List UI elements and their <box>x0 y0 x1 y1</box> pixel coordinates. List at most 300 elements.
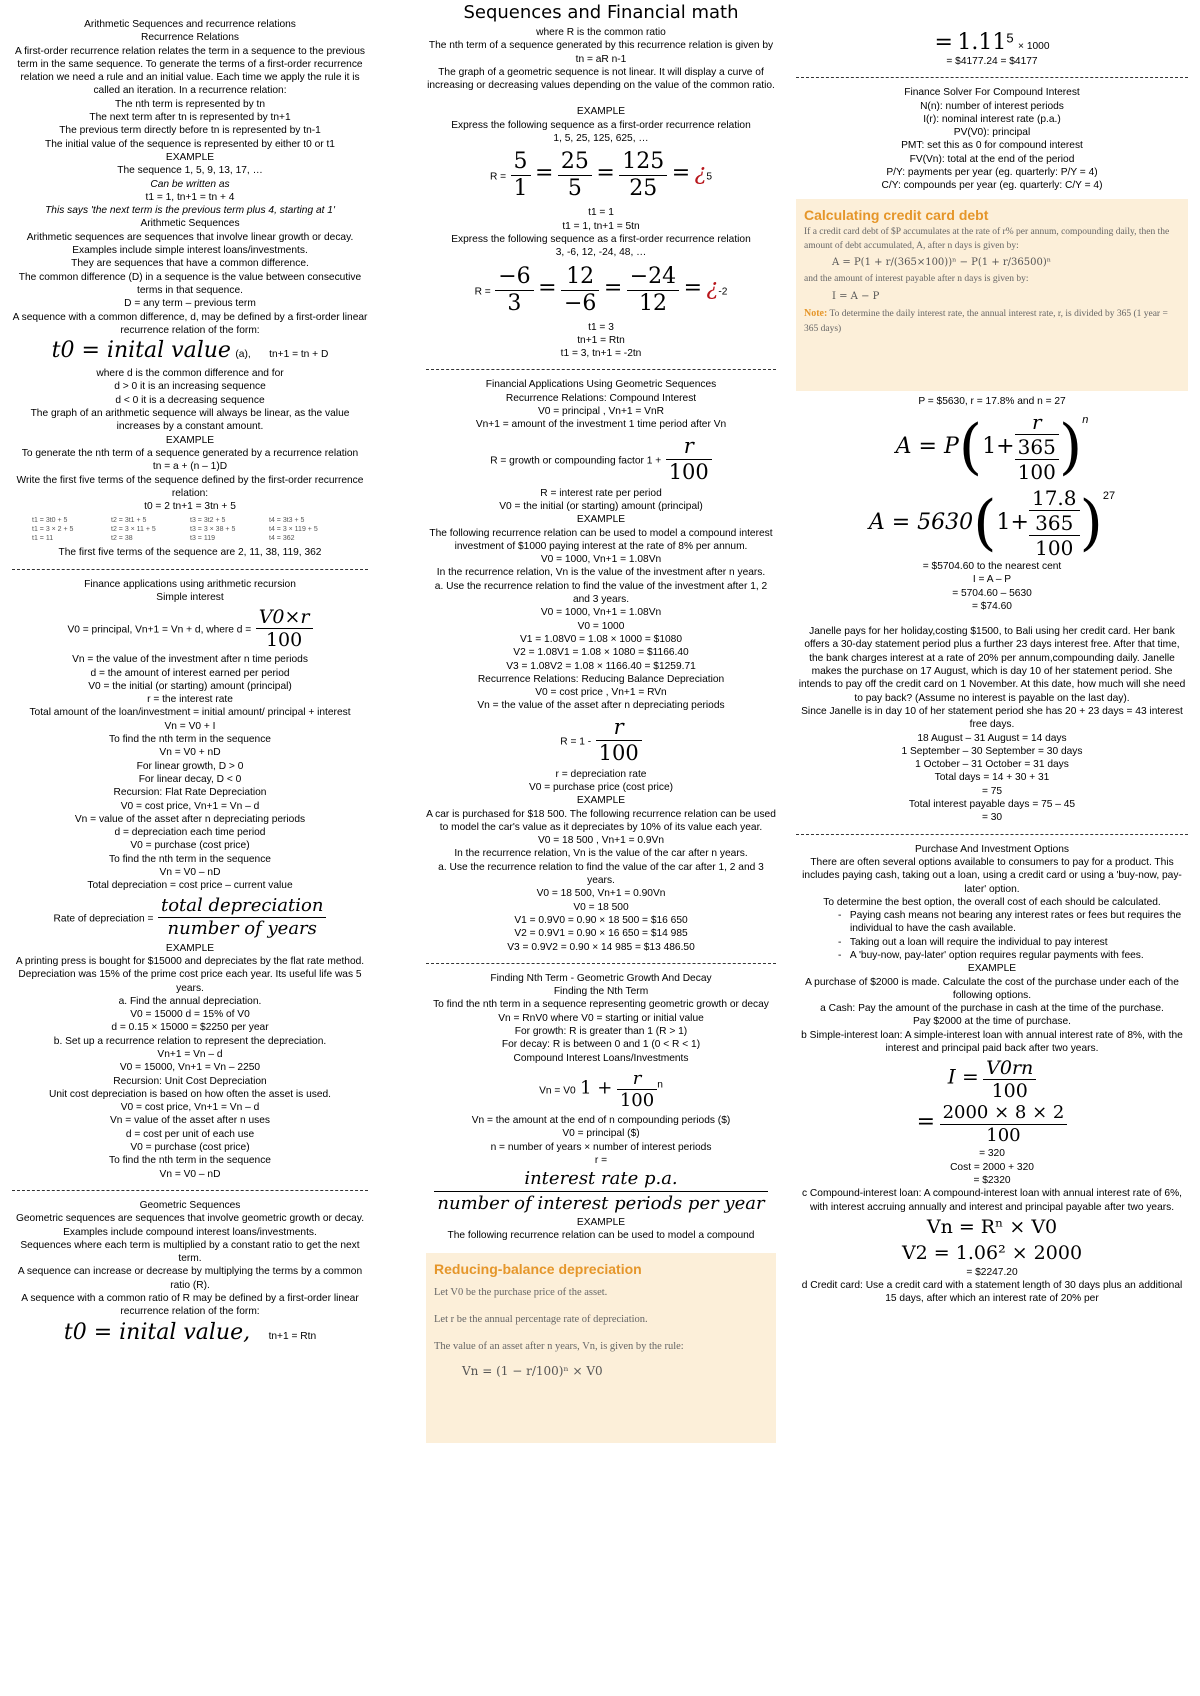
text-line: Vn = the amount at the end of n compounding periods ($) <box>471 1114 731 1126</box>
equals-sign: = <box>535 161 554 187</box>
text-line: For linear decay, D < 0 <box>138 773 242 785</box>
paragraph: The graph of an arithmetic sequence will always be linear, as the value increases by a constant amount. <box>30 408 350 433</box>
paragraph: A printing press is bought for $15000 and depreciates by the flat rate method. Depreciation was 15% of the prime cost price each year. Its useful life was 5 years. <box>15 955 365 994</box>
text-line: I(r): nominal interest rate (p.a.) <box>923 113 1061 125</box>
text-line: Pay $2000 at the time of purchase. <box>912 1016 1071 1028</box>
text-line: t0 = 2 tn+1 = 3tn + 5 <box>144 501 236 513</box>
denominator: 3 <box>507 290 522 316</box>
denominator: 365 <box>1017 434 1056 459</box>
text-line: d > 0 it is an increasing sequence <box>114 381 266 393</box>
text-line: Vn = the value of the asset after n depreciating periods <box>477 700 725 712</box>
numerator: r <box>617 1068 657 1090</box>
text-line: a. Use the recurrence relation to find the value of the car after 1, 2 and 3 years. <box>438 861 764 887</box>
numerator: −24 <box>627 264 679 291</box>
denominator: 5 <box>567 176 582 202</box>
numerator: interest rate p.a. <box>434 1167 767 1192</box>
section-subtitle: Arithmetic Sequences <box>140 218 240 230</box>
denominator: 365 <box>1035 510 1074 535</box>
fraction <box>619 149 667 202</box>
credit-formula-specific <box>796 486 1188 560</box>
numerator: total depreciation <box>158 895 326 918</box>
column-1 <box>12 0 368 1696</box>
text-line: D = any term – previous term <box>124 298 256 310</box>
numerator: 5 <box>511 149 531 176</box>
text-line: = 30 <box>981 812 1003 824</box>
text-line: To find the nth term in the sequence <box>109 853 271 865</box>
text-line: FV(Vn): total at the end of the period <box>909 153 1075 165</box>
text-line: V0 = 18 500 , Vn+1 = 0.9Vn <box>537 835 665 847</box>
text-line: Can be written as <box>150 178 230 190</box>
fraction <box>983 1057 1036 1102</box>
fraction <box>627 264 679 317</box>
denominator: 25 <box>629 176 658 202</box>
equals-sign: = <box>934 30 953 55</box>
paragraph: Sequences where each term is multiplied by a constant ratio to get the next term. <box>20 1239 360 1265</box>
text-line: R = interest rate per period <box>540 487 662 499</box>
text-line: Vn = V0 – nD <box>159 1168 221 1180</box>
text-line: C/Y: compounds per year (eg. quarterly: C/Y = 4) <box>881 180 1103 192</box>
section-title: Finding Nth Term - Geometric Growth And Decay <box>490 972 712 984</box>
numerator: −6 <box>495 264 533 291</box>
text-line: To generate the nth term of a sequence generated by a recurrence relation <box>21 447 359 459</box>
formula-ref: (a), <box>235 349 251 361</box>
text-line: V0 = cost price , Vn+1 = RVn <box>535 687 667 699</box>
formula <box>12 337 368 367</box>
paragraph: Geometric sequences are sequences that involve geometric growth or decay. Examples include compound interest loans/investments. <box>15 1213 365 1238</box>
fraction <box>596 715 642 766</box>
text-line: This says 'the next term is the previous term plus 4, starting at 1' <box>45 205 335 217</box>
table-cell: t1 = 11 <box>32 535 54 543</box>
text-line: V2 = 1.08V1 = 1.08 × 1080 = $1166.40 <box>513 647 689 659</box>
formula <box>426 715 776 766</box>
text-line: = 5704.60 – 5630 <box>952 587 1032 599</box>
text-line: t1 = 1 <box>588 207 614 219</box>
denominator: 100 <box>1029 535 1080 560</box>
denominator: 100 <box>986 1125 1021 1147</box>
text-line: V0 = principal , Vn+1 = VnR <box>537 406 664 418</box>
formula-text: R = <box>474 286 491 298</box>
example-label: EXAMPLE <box>576 514 626 526</box>
denominator: 12 <box>638 290 667 316</box>
divider <box>796 834 1188 835</box>
table-cell: t4 = 3 × 119 + 5 <box>269 526 318 534</box>
text-line: = 320 <box>979 1148 1005 1160</box>
table-cell: t4 = 3t3 + 5 <box>269 517 305 525</box>
column-2 <box>426 0 776 1696</box>
text-line: where R is the common ratio <box>536 27 666 38</box>
text-line: N(n): number of interest periods <box>920 100 1064 112</box>
text-line: a. Find the annual depreciation. <box>118 995 262 1007</box>
example-label: EXAMPLE <box>165 151 215 163</box>
text-line: t1 = 3, tn+1 = -2tn <box>560 348 642 360</box>
text-line: V0 = the initial (or starting) amount (principal) <box>88 680 292 692</box>
box-formula: Vn = (1 − r/100)ⁿ × V0 <box>462 1363 603 1378</box>
table-cell: t3 = 119 <box>190 535 215 543</box>
divider <box>796 77 1188 78</box>
paren: ) <box>1058 411 1083 482</box>
text-line: d < 0 it is a decreasing sequence <box>115 394 265 406</box>
text-line: tn = a + (n – 1)D <box>152 461 228 473</box>
text-line: V0 = 15000 d = 15% of V0 <box>130 1009 250 1021</box>
equals-sign: = <box>671 161 691 187</box>
formula: Vn = Rⁿ × V0 <box>926 1215 1058 1238</box>
paragraph: A first-order recurrence relation relates the term in a sequence to the previous term in the same sequence. To generate the terms of a first-order recurrence relation we need a rule and an initial value. Each time we apply the rule it is called an iteration. In a recurrence relation: <box>15 45 365 97</box>
box-note: To determine the daily interest rate, the annual interest rate, r, is divided by 365 (1 year = 365 days) <box>804 308 1168 334</box>
formula <box>796 1057 1188 1102</box>
table-cell: t2 = 38 <box>111 535 133 543</box>
section-title: Purchase And Investment Options <box>914 843 1070 855</box>
denominator: 100 <box>991 1080 1028 1103</box>
fraction <box>1029 486 1080 560</box>
text-line: Unit cost depreciation is based on how often the asset is used. <box>48 1088 332 1100</box>
text-line: Compound Interest Loans/Investments <box>513 1052 689 1064</box>
bullet-text: A 'buy-now, pay-later' option requires regular payments with fees. <box>849 949 1144 961</box>
bullet-icon: - <box>838 936 850 948</box>
text-line: 3, -6, 12, -24, 48, … <box>555 247 647 259</box>
formula <box>12 895 368 940</box>
formula-tail: tn+1 = tn + D <box>269 349 329 361</box>
numerator: 25 <box>558 149 592 176</box>
paragraph: A purchase of $2000 is made. Calculate the cost of the purchase under each of the following options. <box>805 976 1179 1001</box>
paragraph: a Cash: Pay the amount of the purchase in cash at the time of the purchase. <box>820 1003 1164 1015</box>
text-line: V0 = 15000, Vn+1 = Vn – 2250 <box>119 1062 261 1074</box>
text-line: V0 = 1000, Vn+1 = 1.08Vn <box>540 554 662 566</box>
text-line: Vn = V0 + nD <box>159 747 221 759</box>
exponent: n <box>1082 413 1089 426</box>
column-3 <box>796 0 1188 1696</box>
exponent: n <box>657 1079 663 1091</box>
box-note-label: Note: <box>804 307 828 319</box>
text-line: V0 = the initial (or starting) amount (principal) <box>499 500 703 512</box>
paragraph: To determine the best option, the overall cost of each should be calculated. <box>823 896 1161 908</box>
text-line: V0 = purchase (cost price) <box>130 840 250 852</box>
denominator: −6 <box>563 290 597 316</box>
fraction <box>434 1167 767 1216</box>
formula-base: 1.11 <box>957 30 1007 55</box>
divider <box>426 963 776 964</box>
section-title: Finance applications using arithmetic recursion <box>84 578 296 590</box>
text-line: In the recurrence relation, Vn is the value of the investment after n years. <box>436 567 766 579</box>
equals-sign: = <box>683 275 703 301</box>
bullet-text: Taking out a loan will require the individual to pay interest <box>849 936 1108 948</box>
box-line: Let V0 be the purchase price of the asset. <box>434 1286 608 1298</box>
ratio-formula <box>426 149 776 202</box>
text-line: V0 = principal ($) <box>562 1128 640 1140</box>
text-line: V0 = 1000, Vn+1 = 1.08Vn <box>540 607 662 619</box>
text-line: Vn = value of the asset after n depreciating periods <box>74 813 306 825</box>
formula <box>426 1068 776 1111</box>
fraction <box>561 264 599 317</box>
section-title: Arithmetic Sequences and recurrence relations <box>84 19 296 30</box>
paragraph: The common difference (D) in a sequence is the value between consecutive terms in that sequence. <box>18 271 362 296</box>
table-cell: t3 = 3 × 38 + 5 <box>190 526 236 534</box>
text-line: = $5704.60 to the nearest cent <box>922 560 1062 572</box>
formula-text: I = <box>947 1065 979 1090</box>
text-line: In the recurrence relation, Vn is the value of the car after n years. <box>454 848 748 860</box>
text-line: r = the interest rate <box>147 694 233 706</box>
paragraph: They are sequences that have a common difference. <box>71 258 309 270</box>
table-cell: t3 = 3t2 + 5 <box>190 517 226 525</box>
text-line: V0 = cost price, Vn+1 = Vn – d <box>120 800 260 812</box>
divider <box>12 569 368 570</box>
formula-text: Vn = V0 <box>539 1085 576 1097</box>
paragraph: There are often several options available to consumers to pay for a product. This includes paying cash, taking out a loan, using a credit card or using a 'buy-now, pay-later' option. <box>802 856 1182 895</box>
formula <box>426 434 776 485</box>
numerator: V0×r <box>256 606 313 629</box>
text-line: V3 = 1.08V2 = 1.08 × 1166.40 = $1259.71 <box>506 660 696 672</box>
formula-main: t0 = inital value, <box>63 1319 251 1345</box>
example-label: EXAMPLE <box>576 795 626 807</box>
text-line: Vn = the value of the investment after n time periods <box>72 654 308 666</box>
denominator: 100 <box>265 629 303 652</box>
paragraph: b Simple-interest loan: A simple-interest loan with annual interest rate of 8%, with the interest and principal paid back after two years. <box>801 1029 1183 1055</box>
box-line: If a credit card debt of $P accumulates at the rate of r% per annum, compounding daily, then the amount of debt accumulated, A, after n days is given by: <box>804 226 1170 251</box>
text-line: PV(V0): principal <box>953 127 1031 139</box>
text-line: Total depreciation = cost price – current value <box>87 880 293 892</box>
section-subtitle: Recurrence Relations: Compound Interest <box>505 392 697 404</box>
box-title: Reducing-balance depreciation <box>434 1260 642 1277</box>
page-title: Sequences and Financial math <box>463 2 739 23</box>
text-line: Vn = RnV0 where V0 = starting or initial value <box>498 1012 704 1024</box>
text-line: P/Y: payments per year (eg. quarterly: P/Y = 4) <box>886 167 1098 179</box>
paragraph: A sequence with a common ratio of R may be defined by a first-order linear recurrence relation of the form: <box>21 1293 359 1318</box>
paragraph: A car is purchased for $18 500. The following recurrence relation can be used to model the car's value as it depreciates by 10% of its value each year. <box>426 808 776 833</box>
denominator: 1 <box>513 176 528 202</box>
text-line: V0 = 18 500, Vn+1 = 0.90Vn <box>536 888 666 900</box>
numerator: 12 <box>561 264 599 291</box>
text-line: V0 = cost price, Vn+1 = Vn – d <box>120 1102 260 1114</box>
formula-main: t0 = inital value <box>51 338 231 364</box>
equals-sign: = <box>596 161 615 187</box>
text-line: Recursion: Flat Rate Depreciation <box>113 787 267 799</box>
bullet-icon: - <box>838 910 850 922</box>
example-label: EXAMPLE <box>576 106 626 118</box>
text-line: = $2320 <box>973 1174 1011 1186</box>
paragraph: Total amount of the loan/investment = initial amount/ principal + interest <box>29 707 351 719</box>
text-line: The nth term is represented by tn <box>114 98 266 110</box>
formula-text: × 1000 <box>1018 41 1050 52</box>
text-line: V3 = 0.9V2 = 0.90 × 14 985 = $13 486.50 <box>507 941 695 953</box>
text-line: V0 = purchase (cost price) <box>130 1142 250 1154</box>
formula: V2 = 1.06² × 2000 <box>901 1241 1083 1264</box>
text-line: P = $5630, r = 17.8% and n = 27 <box>918 395 1066 407</box>
denominator: 100 <box>668 459 709 484</box>
example-label: EXAMPLE <box>967 963 1017 975</box>
text-line: = $74.60 <box>972 600 1012 612</box>
text-line: = $2247.20 <box>966 1266 1018 1278</box>
paragraph: The graph of a geometric sequence is not linear. It will display a curve of increasing or decreasing values depending on the value of the common ratio. <box>427 66 775 92</box>
box-line: The value of an asset after n years, Vn, is given by the rule: <box>434 1340 684 1352</box>
denominator: 100 <box>598 740 639 765</box>
formula <box>426 1167 776 1216</box>
formula-tail: tn+1 = Rtn <box>268 1330 317 1342</box>
bullet-item <box>796 949 1188 962</box>
paragraph: A sequence with a common difference, d, may be defined by a first-order linear recurrence relation of the form: <box>12 311 368 336</box>
text-line: r = <box>594 1154 608 1166</box>
fraction <box>940 1102 1068 1147</box>
text-line: To find the nth term in the sequence <box>109 1155 271 1167</box>
divider <box>426 369 776 370</box>
text-line: 1, 5, 25, 125, 625, … <box>553 133 649 145</box>
credit-formula-general <box>796 410 1188 484</box>
text-line: V1 = 1.08V0 = 1.08 × 1000 = $1080 <box>519 633 682 645</box>
text-line: d = 0.15 × 15000 = $2250 per year <box>111 1022 269 1034</box>
text-line: t1 = 3 <box>588 321 614 333</box>
formula-one: 1+ <box>996 510 1029 536</box>
paragraph: Arithmetic sequences are sequences that involve linear growth or decay. Examples include simple interest loans/investments. <box>26 231 354 257</box>
box-formula: I = A − P <box>832 290 880 302</box>
text-line: tn = aR n-1 <box>575 53 627 65</box>
formula-text: R = growth or compounding factor 1 + <box>490 455 662 467</box>
bullet-item <box>796 909 1188 936</box>
box-formula: A = P(1 + r/(365×100))ⁿ − P(1 + r/36500)ⁿ <box>832 256 1052 268</box>
numerator: 125 <box>619 149 667 176</box>
denominator: number of interest periods per year <box>437 1193 765 1215</box>
formula-text: Rate of depreciation = <box>53 913 154 925</box>
divider <box>12 1190 368 1191</box>
ratio-formula <box>426 264 776 317</box>
text-line: = 75 <box>981 785 1003 797</box>
numerator: 2000 × 8 × 2 <box>940 1102 1068 1125</box>
table-cell: t1 = 3 × 2 + 5 <box>32 526 74 534</box>
numerator: r <box>1015 410 1059 435</box>
text-line: I = A – P <box>972 574 1012 586</box>
paragraph: Since Janelle is in day 10 of her statement period she has 20 + 23 days = 43 interest free days. <box>801 705 1183 731</box>
fraction <box>511 149 531 202</box>
text-line: V0 = 1000 <box>577 620 625 632</box>
formula <box>12 1319 368 1349</box>
section-subtitle: Simple interest <box>156 591 224 603</box>
text-line: where d is the common difference and for <box>96 368 284 380</box>
paren: ) <box>1079 487 1103 558</box>
formula-text: R = <box>489 172 507 184</box>
text-line: tn+1 = Rtn <box>577 334 625 346</box>
text-line: d = depreciation each time period <box>114 827 266 839</box>
table-cell: t4 = 362 <box>269 535 295 543</box>
fraction <box>158 895 326 940</box>
text-line: The next term after tn is represented by tn+1 <box>89 112 291 124</box>
credit-card-box <box>796 199 1188 391</box>
result-value: -2 <box>718 286 728 298</box>
example-label: EXAMPLE <box>165 942 215 954</box>
table-cell: t2 = 3 × 11 + 5 <box>111 526 156 534</box>
denominator: 100 <box>1015 459 1059 484</box>
box-title: Calculating credit card debt <box>804 206 989 223</box>
formula-text: R = 1 - <box>560 736 592 748</box>
result-glyph: ¿ <box>706 275 719 301</box>
fraction <box>495 264 533 317</box>
section-title: Financial Applications Using Geometric Sequences <box>485 379 717 391</box>
text-line: 1 October – 31 October = 31 days <box>915 759 1069 771</box>
text-line: Vn = value of the asset after n uses <box>110 1115 270 1127</box>
exponent: 27 <box>1102 489 1116 502</box>
formula-text: V0 = principal, Vn+1 = Vn + d, where d = <box>67 625 252 637</box>
paragraph: Janelle pays for her holiday,costing $1500, to Bali using her credit card. Her bank offers a 30-day statement period plus a further 23 days interest free. After that time, the bank charges interest at a rate of 20% per annum,compounding daily. Janelle makes the purchase on 17 August, which is day 10 of her statement period. She intends to pay off the credit card on 1 November. At this date, how much will she need to pay back? (Assume no interest is payable on the last day). <box>798 626 1186 704</box>
text-line: To find the nth term in the sequence <box>109 734 271 746</box>
equals-sign: = <box>603 275 623 301</box>
section-title: Geometric Sequences <box>139 1199 241 1211</box>
numerator: 17.8 <box>1029 486 1080 511</box>
example-label: EXAMPLE <box>576 1217 626 1229</box>
denominator: 100 <box>619 1089 655 1111</box>
text-line: n = number of years × number of interest periods <box>490 1141 712 1153</box>
text-line: The following recurrence relation can be used to model a compound <box>447 1230 755 1242</box>
fraction <box>666 434 712 485</box>
reducing-balance-box <box>426 1253 776 1443</box>
section-title: Finance Solver For Compound Interest <box>904 87 1080 99</box>
text-line: For decay: R is between 0 and 1 (0 < R < 1) <box>501 1039 701 1051</box>
section-subtitle: Recurrence Relations <box>141 32 239 44</box>
text-line: V1 = 0.9V0 = 0.90 × 18 500 = $16 650 <box>514 914 688 926</box>
table-cell: t2 = 3t1 + 5 <box>111 517 147 525</box>
text-line: PMT: set this as 0 for compound interest <box>901 140 1083 152</box>
text-line: Total days = 14 + 30 + 31 <box>934 772 1050 784</box>
result-glyph: ¿ <box>694 161 707 187</box>
text-line: Write the first five terms of the sequence defined by the first-order recurrence relation: <box>16 474 364 499</box>
text-line: Recursion: Unit Cost Depreciation <box>113 1075 267 1087</box>
text-line: d = cost per unit of each use <box>125 1128 255 1140</box>
text-line: b. Set up a recurrence relation to represent the depreciation. <box>53 1035 327 1047</box>
text-line: 1 September – 30 September = 30 days <box>901 745 1083 757</box>
text-line: 18 August – 31 August = 14 days <box>917 732 1067 744</box>
box-line: and the amount of interest payable after n days is given by: <box>804 273 1029 284</box>
text-line: Vn = V0 + I <box>164 720 216 732</box>
box-line: Let r be the annual percentage rate of depreciation. <box>434 1313 648 1325</box>
formula-text: 1 + <box>580 1077 613 1099</box>
text-line: For linear growth, D > 0 <box>136 760 244 772</box>
text-line: To find the nth term in a sequence representing geometric growth or decay <box>433 999 769 1011</box>
paragraph: The following recurrence relation can be used to model a compound interest investment of $1000 paying interest at the rate of 8% per annum. <box>429 527 773 552</box>
text-line: t1 = 1, tn+1 = 5tn <box>562 220 640 232</box>
text-line: The sequence 1, 5, 9, 13, 17, … <box>117 165 263 177</box>
text-line: r = depreciation rate <box>555 768 647 780</box>
text-line: Vn+1 = Vn – d <box>157 1049 223 1060</box>
text-line: V0 = 18 500 <box>573 901 629 913</box>
fraction <box>1015 410 1059 484</box>
fraction <box>256 606 313 651</box>
section-subtitle: Finding the Nth Term <box>553 986 649 998</box>
text-line: The first five terms of the sequence are 2, 11, 38, 119, 362 <box>58 547 322 559</box>
equals-sign: = <box>916 1110 936 1136</box>
formula <box>796 30 1188 55</box>
paren: ( <box>958 411 983 482</box>
text-line: The initial value of the sequence is represented by either t0 or t1 <box>45 138 335 150</box>
text-line: = $4177.24 = $4177 <box>946 56 1038 67</box>
fraction <box>617 1068 657 1111</box>
numerator: V0rn <box>983 1057 1036 1080</box>
text-line: V0 = purchase price (cost price) <box>528 781 674 793</box>
bullet-text: Paying cash means not bearing any interest rates or fees but requires the individual to have the cash available. <box>849 910 1182 935</box>
formula-one: 1+ <box>982 434 1015 460</box>
text-line: d = the amount of interest earned per period <box>90 667 290 679</box>
table-cell: t1 = 3t0 + 5 <box>32 517 68 525</box>
text-line: Express the following sequence as a first-order recurrence relation <box>451 119 751 131</box>
text-line: For growth: R is greater than 1 (R > 1) <box>514 1026 688 1038</box>
equals-sign: = <box>538 275 557 301</box>
iteration-table <box>12 513 368 546</box>
exponent: 5 <box>1006 30 1014 46</box>
fraction <box>558 149 592 202</box>
paragraph: c Compound-interest loan: A compound-interest loan with annual interest rate of 6%, with interest accruing annually and interest and principal payable after two years. <box>802 1188 1182 1213</box>
text-line: Total interest payable days = 75 – 45 <box>908 799 1076 811</box>
text-line: The nth term of a sequence generated by this recurrence relation is given by <box>428 40 774 52</box>
example-label: EXAMPLE <box>165 434 215 446</box>
text-line: V2 = 0.9V1 = 0.90 × 16 650 = $14 985 <box>514 928 688 940</box>
numerator: r <box>596 715 642 741</box>
formula-text: A = 5630 <box>868 509 974 535</box>
denominator: number of years <box>167 917 317 939</box>
text-line: Cost = 2000 + 320 <box>950 1161 1034 1173</box>
